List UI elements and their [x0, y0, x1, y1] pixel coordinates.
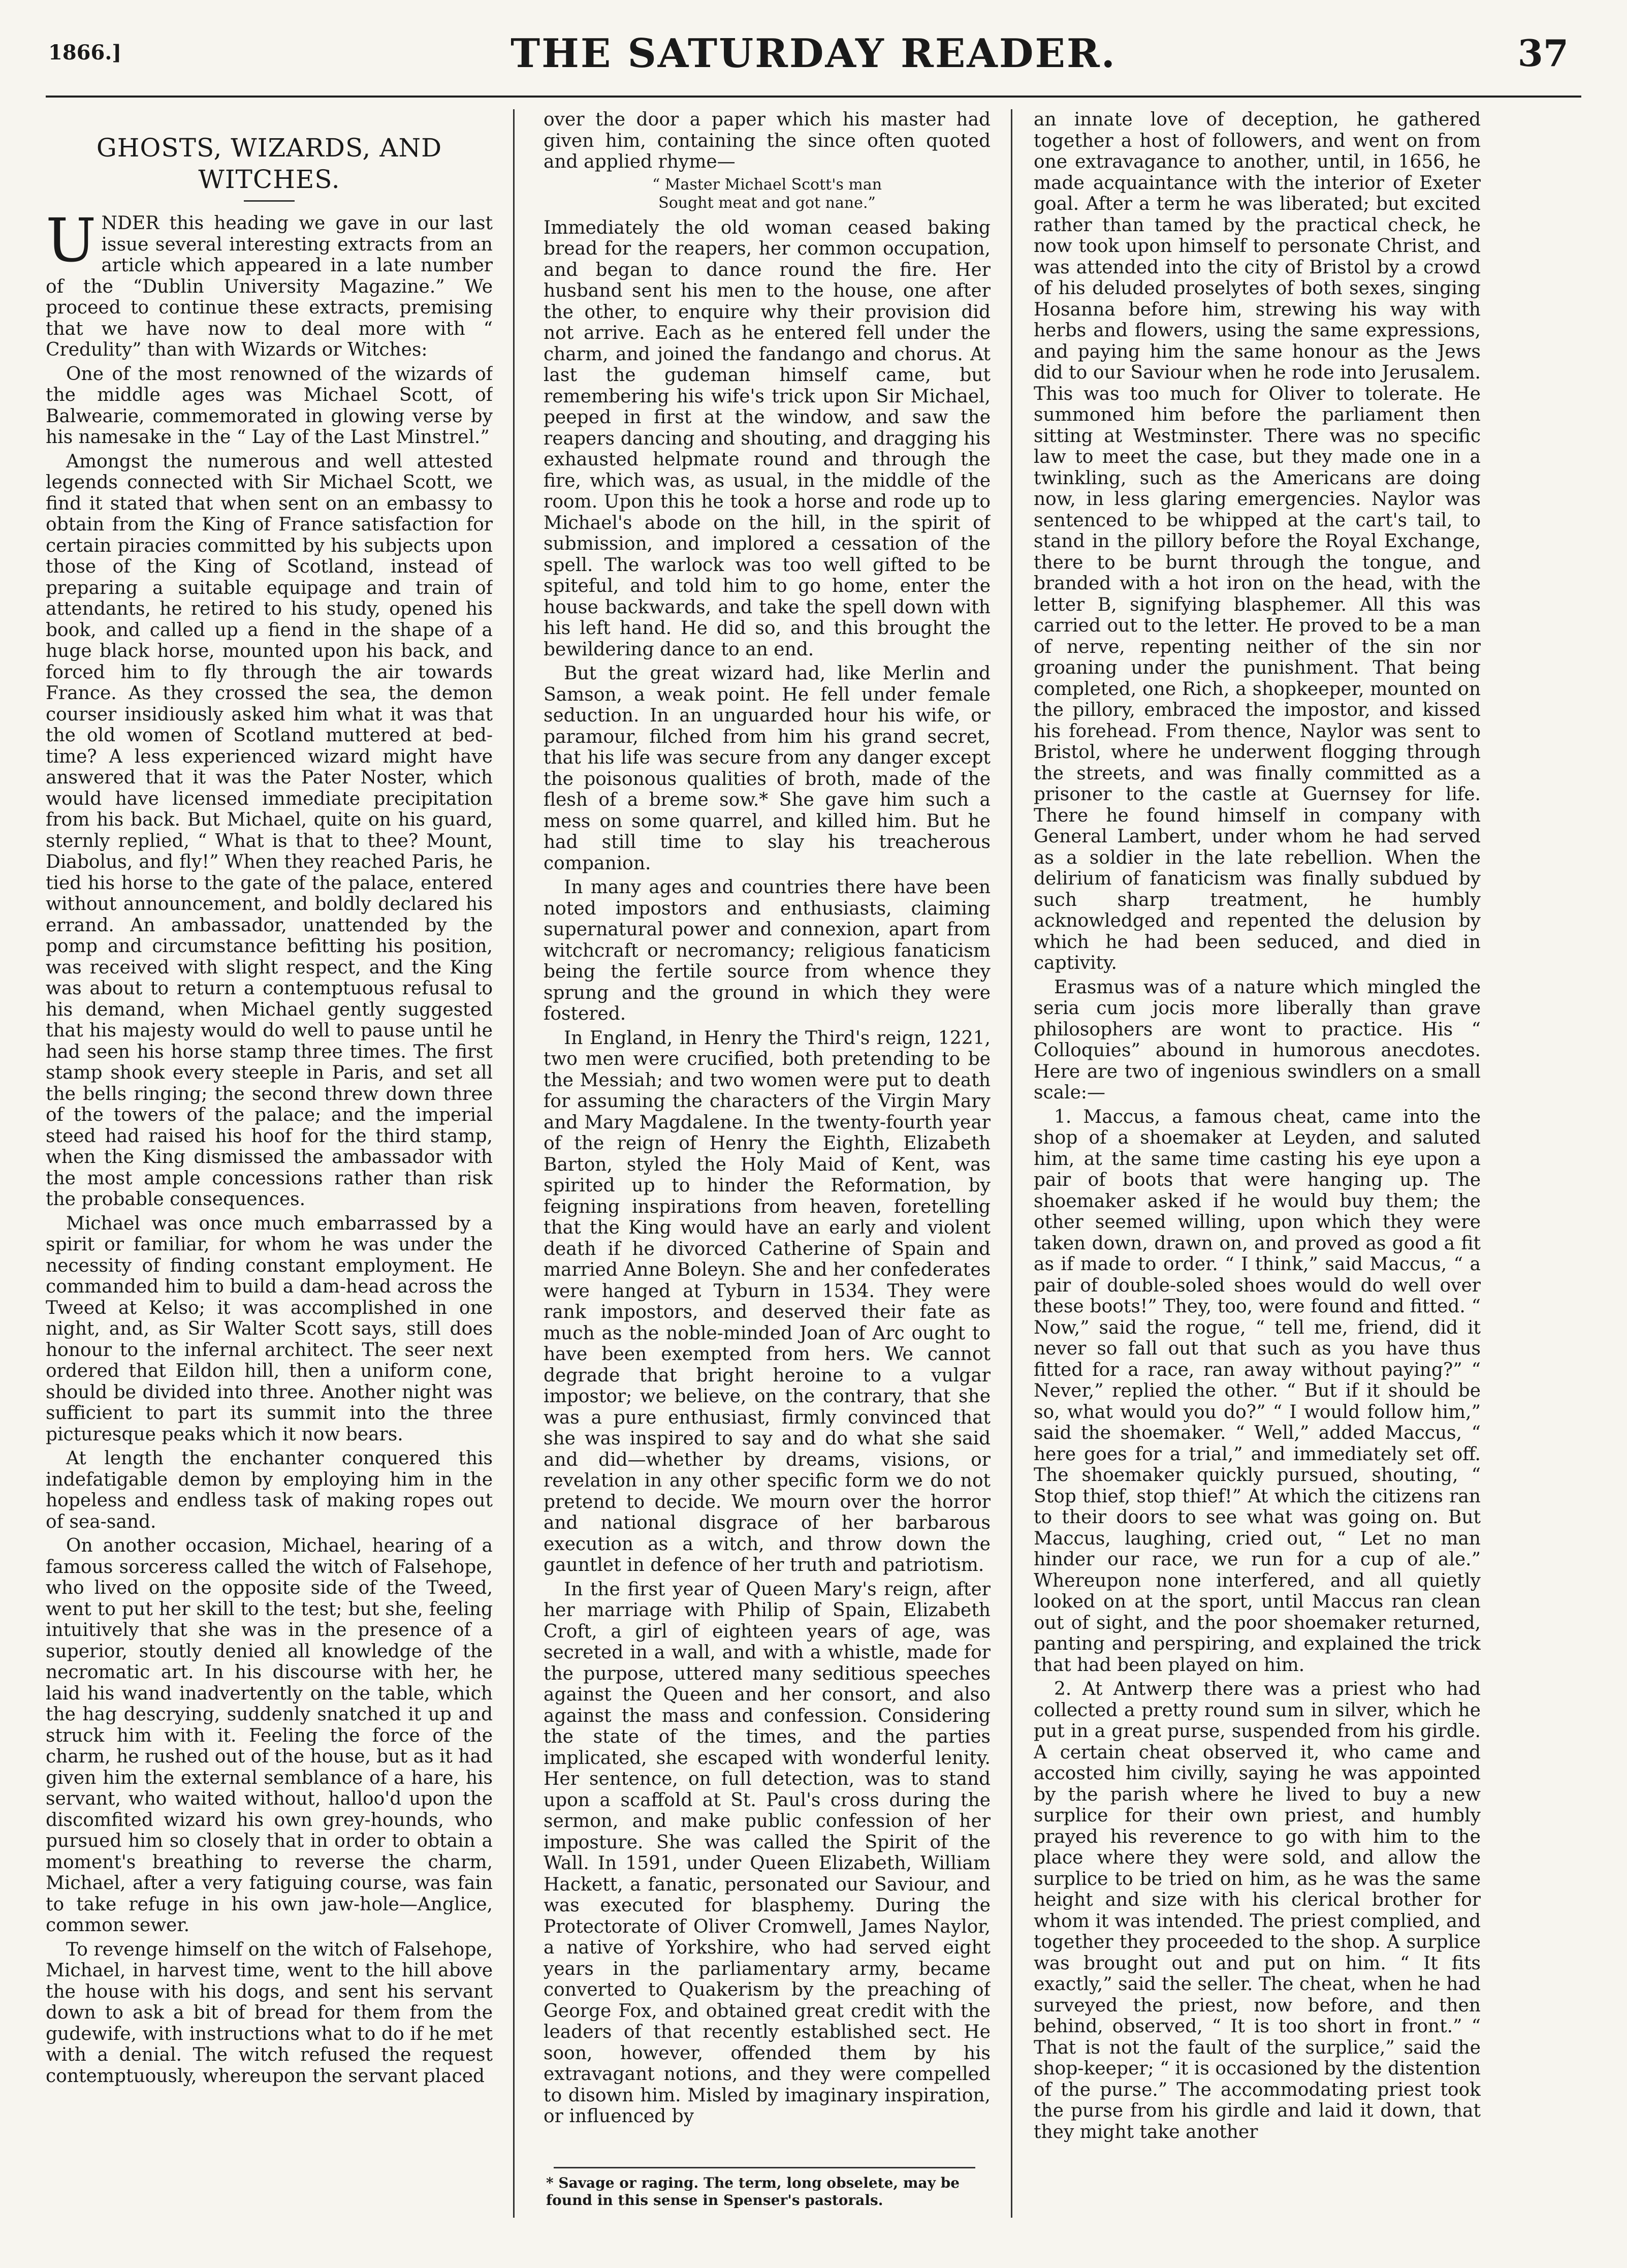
newspaper-page: [30, 20, 1597, 2246]
rhyme-quote: [544, 176, 991, 212]
paragraph: To revenge himself on the witch of Falsehope, Michael, in harvest time, went to the hill above the house with his dogs, and sent his servant down to ask a bit of bread for them from the gudewife, with instructions what to do if he met with a denial. The witch refused the request contemptuously, whereupon the servant placed: [46, 1939, 493, 2087]
paragraph: 2. At Antwerp there was a priest who had collected a pretty round sum in silver, which he put in a great purse, suspended from his girdle. A certain cheat observed it, who came and accosted him civilly, saying he was appointed by the parish where he lived to buy a new surplice for their own priest, and humbly prayed his reverence to go with him to the place where they were sold, and allow the surplice to be tried on him, as he was the same height and size with his clerical brother for whom it was intended. The priest complied, and together they proceeded to the shop. A surplice was brought out and put on him. “ It fits exactly,” said the seller. The cheat, when he had surveyed the priest, now before, and then behind, observed, “ It is too short in front.” “ That is not the fault of the surplice,” said the shop-keeper; “ it is occasioned by the distention of the purse.” The accommodating priest took the purse from his girdle and laid it down, that they might take another: [1034, 1679, 1481, 2143]
paragraph: At length the enchanter conquered this indefatigable demon by employing him in the hopeless and endless task of making ropes out of sea-sand.: [46, 1448, 493, 1532]
issue-year: 1866.]: [48, 41, 122, 65]
paragraph: In many ages and countries there have been noted impostors and enthusiasts, claiming supernatural power and connexion, apart from witchcraft or necromancy; religious fanaticism being the fertile source from whence they sprung and the ground in which they were fostered.: [544, 877, 991, 1024]
paragraph: an innate love of deception, he gathered together a host of followers, and went on from one extravagance to another, until, in 1656, he made acquaintance with the interior of Exeter goal. After a term he was liberated; but excited rather than tamed by the practical check, he now took upon himself to personate Christ, and was attended into the city of Bristol by a crowd of his deluded proselytes of both sexes, singing Hosanna before him, strewing his way with herbs and flowers, using the same expressions, and paying him the same honour as the Jews did to our Saviour when he rode into Jerusalem. This was too much for Oliver to tolerate. He summoned him before the parliament then sitting at Westminster. There was no specific law to meet the case, but they made one in a twinkling, such as the Americans are doing now, in less glaring emergencies. Naylor was sentenced to be whipped at the cart's tail, to stand in the pillory before the Royal Exchange, there to be burnt through the tongue, and branded with a hot iron on the head, with the letter B, signifying blasphemer. All this was carried out to the letter. He proved to be a man of nerve, repenting neither of the sin nor groaning under the punishment. That being completed, one Rich, a shopkeeper, mounted on the pillory, embraced the impostor, and kissed his forehead. From thence, Naylor was sent to Bristol, where he underwent flogging through the streets, and was finally committed as a prisoner to the castle at Guernsey for life. There he found himself in company with General Lambert, under whom he had served as a soldier in the late rebellion. When the delirium of fanaticism was finally subdued by such sharp treatment, he humbly acknowledged and repented the delusion by which he had been seduced, and died in captivity.: [1034, 109, 1481, 973]
paragraph: over the door a paper which his master had given him, containing the since often quoted and applied rhyme—: [544, 109, 991, 172]
paragraph: 1. Maccus, a famous cheat, came into the shop of a shoemaker at Leyden, and saluted him, at the same time casting his eye upon a pair of boots that were hanging up. The shoemaker asked if he would buy them; the other seemed willing, upon which they were taken down, drawn on, and proved as good a fit as if made to order. “ I think,” said Maccus, “ a pair of double-soled shoes would do well over these boots!” They, too, were found and fitted. “ Now,” said the rogue, “ tell me, friend, did it never so fall out that such as you have thus fitted for a race, ran away without paying?” “ Never,” replied the other. “ But if it should be so, what would you do?” “ I would follow him,” said the shoemaker. “ Well,” added Maccus, “ here goes for a trial,” and immediately set off. The shoemaker quickly pursued, shouting, “ Stop thief, stop thief!” At which the citizens ran to their doors to see what was going on. But Maccus, laughing, cried out, “ Let no man hinder our race, we run for a cup of ale.” Whereupon none interfered, and all quietly looked on at the sport, until Maccus ran clean out of sight, and the poor shoemaker returned, panting and perspiring, and explained the trick that had been played on him.: [1034, 1106, 1481, 1676]
article-title-line-2: WITCHES.: [198, 165, 340, 194]
paragraph-text: NDER this heading we gave in our last issue several interesting extracts from an article which appeared in a late number of the “Dublin University Magazine.” We proceed to continue these extracts, premising that we have now to deal more with “ Credulity” than with Wizards or Witches:: [46, 213, 493, 360]
publication-title: THE SATURDAY READER.: [511, 30, 1116, 77]
paragraph: In England, in Henry the Third's reign, 1221, two men were crucified, both pretending to be the Messiah; and two women were put to death for assuming the characters of the Virgin Mary and Mary Magdalene. In the twenty-fourth year of the reign of Henry the Eighth, Elizabeth Barton, styled the Holy Maid of Kent, was spirited up to hinder the Reformation, by feigning inspirations from heaven, foretelling that the King would have an early and violent death if he divorced Catherine of Spain and married Anne Boleyn. She and her confederates were hanged at Tyburn in 1534. They were rank impostors, and deserved their fate as much as the noble-minded Joan of Arc ought to have been exempted from hers. We cannot degrade that bright heroine to a vulgar impostor; we believe, on the contrary, that she was a pure enthusiast, firmly convinced that she was inspired to say and do what she said and did—whether by dreams, visions, or revelation in any other specific form we do not pretend to decide. We mourn over the horror and national disgrace of her barbarous execution as a witch, and throw down the gauntlet in defence of her truth and patriotism.: [544, 1027, 991, 1576]
page-number: 37: [1517, 32, 1569, 75]
paragraph: One of the most renowned of the wizards of the middle ages was Michael Scott, of Balwearie, commemorated in glowing verse by his namesake in the “ Lay of the Last Minstrel.”: [46, 363, 493, 448]
paragraph: But the great wizard had, like Merlin and Samson, a weak point. He fell under female seduction. In an unguarded hour his wife, or paramour, filched from him his grand secret, that his life was secure from any danger except the poisonous qualities of broth, made of the flesh of a breme sow.* She gave him such a mess on some quarrel, and killed him. But he had still time to slay his treacherous companion.: [544, 663, 991, 874]
paragraph: In the first year of Queen Mary's reign, after her marriage with Philip of Spain, Elizabeth Croft, a girl of eighteen years of age, was secreted in a wall, and with a whistle, made for the purpose, uttered many seditious speeches against the Queen and her consort, and also against the mass and confession. Considering the state of the times, and the parties implicated, she escaped with wonderful lenity. Her sentence, on full detection, was to stand upon a scaffold at St. Paul's cross during the sermon, and make public confession of her imposture. She was called the Spirit of the Wall. In 1591, under Queen Elizabeth, William Hackett, a fanatic, personated our Saviour, and was executed for blasphemy. During the Protectorate of Oliver Cromwell, James Naylor, a native of Yorkshire, who had served eight years in the parliamentary army, became converted to Quakerism by the preaching of George Fox, and obtained great credit with the leaders of that recently established sect. He soon, however, offended them by his extravagant notions, and they were compelled to disown him. Misled by imaginary inspiration, or influenced by: [544, 1579, 991, 2127]
paragraph: Erasmus was of a nature which mingled the seria cum jocis more liberally than grave philosophers are wont to practice. His “ Colloquies” abound in humorous anecdotes. Here are two of ingenious swindlers on a small scale:—: [1034, 976, 1481, 1103]
footnote-rule: [554, 2167, 975, 2168]
paragraph: On another occasion, Michael, hearing of a famous sorceress called the witch of Falsehope, who lived on the opposite side of the Tweed, went to put her skill to the test; but she, feeling intuitively that she was in the presence of a superior, stoutly denied all knowledge of the necromatic art. In his discourse with her, he laid his wand inadvertently on the table, which the hag descrying, suddenly snatched it up and struck him with it. Feeling the force of the charm, he rushed out of the house, but as it had given him the external semblance of a hare, his servant, who waited without, halloo'd upon the discomfited wizard his own grey-hounds, who pursued him so closely that in order to obtain a moment's breathing to reverse the charm, Michael, after a very fatiguing course, was fain to take refuge in his own jaw-hole—Anglice, common sewer.: [46, 1535, 493, 1936]
article-title: [46, 132, 493, 195]
footnote: * Savage or raging. The term, long obselete, may be found in this sense in Spenser's pastorals.: [546, 2175, 960, 2209]
masthead: [30, 20, 1597, 109]
rhyme-line-2: Sought meat and got nane.”: [658, 194, 876, 212]
drop-cap: U: [46, 205, 97, 275]
masthead-rule: [46, 96, 1581, 98]
article-title-line-1: GHOSTS, WIZARDS, AND: [96, 133, 442, 163]
column-1: [46, 109, 493, 2218]
column-2: [544, 109, 991, 2218]
paragraph: Immediately the old woman ceased baking bread for the reapers, her common occupation, and began to dance round the fire. Her husband sent his men to the house, one after the other, to enquire why their provision did not arrive. Each as he entered fell under the charm, and joined the fandango and chorus. At last the gudeman himself came, but remembering his wife's trick upon Sir Michael, peeped in first at the window, and saw the reapers dancing and shouting, and dragging his exhausted helpmate round and through the fire, which was, as usual, in the middle of the room. Upon this he took a horse and rode up to Michael's abode on the hill, in the spirit of submission, and implored a cessation of the spell. The warlock was too well gifted to be spiteful, and told him to go home, enter the house backwards, and take the spell down with his left hand. He did so, and this brought the bewildering dance to an end.: [544, 217, 991, 660]
paragraph: [46, 205, 493, 361]
rhyme-line-1: “ Master Michael Scott's man: [652, 175, 882, 194]
column-3: [1034, 109, 1481, 2218]
column-divider: [513, 109, 515, 2218]
column-divider: [1011, 109, 1012, 2218]
paragraph: Amongst the numerous and well attested legends connected with Sir Michael Scott, we find it stated that when sent on an embassy to obtain from the King of France satisfaction for certain piracies committed by his subjects upon those of the King of Scotland, instead of preparing a suitable equipage and train of attendants, he retired to his study, opened his book, and called up a fiend in the shape of a huge black horse, mounted upon his back, and forced him to fly through the air towards France. As they crossed the sea, the demon courser insidiously asked him what it was that the old women of Scotland muttered at bed-time? A less experienced wizard might have answered that it was the Pater Noster, which would have licensed immediate precipitation from his back. But Michael, quite on his guard, sternly replied, “ What is that to thee? Mount, Diabolus, and fly!” When they reached Paris, he tied his horse to the gate of the palace, entered without announcement, and boldly declared his errand. An ambassador, unattended by the pomp and circumstance befitting his position, was received with slight respect, and the King was about to return a contemptuous refusal to his demand, when Michael gently suggested that his majesty would do well to pause until he had seen his horse stamp three times. The first stamp shook every steeple in Paris, and set all the bells ringing; the second threw down three of the towers of the palace; and the imperial steed had raised his hoof for the third stamp, when the King dismissed the ambassador with the most ample concessions rather than risk the probable consequences.: [46, 451, 493, 1210]
title-rule: [244, 200, 295, 202]
paragraph: Michael was once much embarrassed by a spirit or familiar, for whom he was under the necessity of finding constant employment. He commanded him to build a dam-head across the Tweed at Kelso; it was accomplished in one night, and, as Sir Walter Scott says, still does honour to the infernal architect. The seer next ordered that Eildon hill, then a uniform cone, should be divided into three. Another night was sufficient to part its summit into the three picturesque peaks which it now bears.: [46, 1213, 493, 1445]
